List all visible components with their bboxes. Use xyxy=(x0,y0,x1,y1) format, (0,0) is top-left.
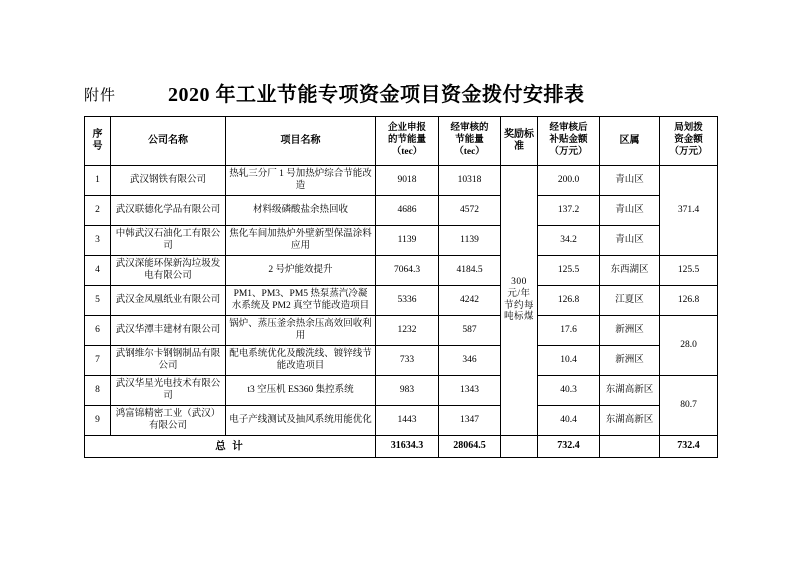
page-title: 2020 年工业节能专项资金项目资金拨付安排表 xyxy=(168,84,585,106)
cell-district: 东湖高新区 xyxy=(600,376,660,406)
cell-subsidy: 40.4 xyxy=(538,406,600,436)
cell-verified: 1347 xyxy=(439,406,501,436)
cell-project: 电子产线测试及抽风系统用能优化 xyxy=(226,406,376,436)
cell-declared: 4686 xyxy=(376,196,439,226)
cell-verified: 4184.5 xyxy=(439,256,501,286)
cell-district: 青山区 xyxy=(600,196,660,226)
header-declared-savings xyxy=(376,117,439,166)
cell-declared: 1443 xyxy=(376,406,439,436)
header-index xyxy=(85,117,111,166)
header-verified-line2: 节能量 xyxy=(455,135,484,146)
cell-company: 武汉钢铁有限公司 xyxy=(111,166,226,196)
cell-subsidy: 126.8 xyxy=(538,286,600,316)
cell-verified: 1139 xyxy=(439,226,501,256)
cell-subsidy: 10.4 xyxy=(538,346,600,376)
cell-verified: 346 xyxy=(439,346,501,376)
header-allocated-line1: 局划拨 xyxy=(674,123,703,134)
funding-allocation-table xyxy=(84,116,718,458)
header-district: 区属 xyxy=(600,117,660,166)
cell-district: 青山区 xyxy=(600,226,660,256)
cell-project: t3 空压机 ES360 集控系统 xyxy=(226,376,376,406)
table-row xyxy=(85,286,718,316)
cell-company: 鸿富锦精密工业（武汉）有限公司 xyxy=(111,406,226,436)
cell-project: 配电系统优化及酸洗线、镀锌线节能改造项目 xyxy=(226,346,376,376)
cell-reward-standard: 300 元/年节约每吨标煤 xyxy=(501,166,538,436)
table-row xyxy=(85,406,718,436)
cell-allocated-jiangxia: 126.8 xyxy=(660,286,718,316)
header-verified-line3: （tec） xyxy=(454,146,485,157)
attachment-label: 附件 xyxy=(84,88,117,104)
cell-company: 武钢维尔卡钢钢制品有限公司 xyxy=(111,346,226,376)
table-total-row xyxy=(85,436,718,458)
cell-district: 新洲区 xyxy=(600,346,660,376)
total-declared: 31634.3 xyxy=(376,436,439,458)
cell-project: 材料级磷酸盐余热回收 xyxy=(226,196,376,226)
table-row xyxy=(85,196,718,226)
header-verified-line1: 经审核的 xyxy=(450,123,489,134)
cell-declared: 733 xyxy=(376,346,439,376)
cell-district: 新洲区 xyxy=(600,316,660,346)
cell-index: 9 xyxy=(85,406,111,436)
cell-declared: 5336 xyxy=(376,286,439,316)
table-row xyxy=(85,346,718,376)
cell-subsidy: 40.3 xyxy=(538,376,600,406)
cell-subsidy: 125.5 xyxy=(538,256,600,286)
header-allocated-line2: 资金额 xyxy=(674,135,703,146)
cell-declared: 983 xyxy=(376,376,439,406)
cell-index: 2 xyxy=(85,196,111,226)
cell-allocated-qingshan: 371.4 xyxy=(660,166,718,256)
table-row xyxy=(85,256,718,286)
header-declared-line1: 企业申报 xyxy=(387,123,426,134)
total-label: 总 计 xyxy=(85,436,376,458)
cell-index: 7 xyxy=(85,346,111,376)
table-row xyxy=(85,166,718,196)
cell-district: 东湖高新区 xyxy=(600,406,660,436)
cell-declared: 1232 xyxy=(376,316,439,346)
cell-subsidy: 34.2 xyxy=(538,226,600,256)
cell-verified: 587 xyxy=(439,316,501,346)
total-district-blank xyxy=(600,436,660,458)
header-index-label: 序号 xyxy=(92,128,103,152)
cell-verified: 10318 xyxy=(439,166,501,196)
table-row xyxy=(85,226,718,256)
cell-project: 焦化车间加热炉外壁新型保温涂料应用 xyxy=(226,226,376,256)
cell-project: 锅炉、蒸压釜余热余压高效回收利用 xyxy=(226,316,376,346)
cell-project: PM1、PM3、PM5 热泵蒸汽冷凝水系统及 PM2 真空节能改造项目 xyxy=(226,286,376,316)
header-declared-line2: 的节能量 xyxy=(387,135,426,146)
cell-index: 6 xyxy=(85,316,111,346)
header-declared-line3: （tec） xyxy=(391,146,423,157)
header-verified-savings xyxy=(439,117,501,166)
cell-declared: 7064.3 xyxy=(376,256,439,286)
cell-company: 武汉华潭丰建材有限公司 xyxy=(111,316,226,346)
cell-company: 武汉深能环保新沟垃圾发电有限公司 xyxy=(111,256,226,286)
header-subsidy-line1: 经审核后 xyxy=(549,123,588,134)
cell-company: 中韩武汉石油化工有限公司 xyxy=(111,226,226,256)
cell-index: 3 xyxy=(85,226,111,256)
header-allocated-line3: （万元） xyxy=(669,146,708,157)
total-standard-blank xyxy=(501,436,538,458)
table-header-row xyxy=(85,117,718,166)
cell-district: 东西湖区 xyxy=(600,256,660,286)
cell-company: 武汉金凤凰纸业有限公司 xyxy=(111,286,226,316)
header-subsidy-amount xyxy=(538,117,600,166)
cell-project: 热轧三分厂 1 号加热炉综合节能改造 xyxy=(226,166,376,196)
total-verified: 28064.5 xyxy=(439,436,501,458)
cell-index: 8 xyxy=(85,376,111,406)
header-reward-standard xyxy=(501,117,538,166)
cell-company: 武汉联德化学品有限公司 xyxy=(111,196,226,226)
header-reward-standard-label: 奖励标准 xyxy=(504,128,534,152)
table-row xyxy=(85,376,718,406)
cell-district: 青山区 xyxy=(600,166,660,196)
header-subsidy-line3: （万元） xyxy=(549,146,588,157)
cell-declared: 1139 xyxy=(376,226,439,256)
header-allocated-amount xyxy=(660,117,718,166)
cell-district: 江夏区 xyxy=(600,286,660,316)
header-project: 项目名称 xyxy=(226,117,376,166)
cell-index: 5 xyxy=(85,286,111,316)
cell-project: 2 号炉能效提升 xyxy=(226,256,376,286)
cell-allocated-xinzhou: 28.0 xyxy=(660,316,718,376)
cell-verified: 1343 xyxy=(439,376,501,406)
cell-allocated-donghu: 80.7 xyxy=(660,376,718,436)
cell-company: 武汉华星光电技术有限公司 xyxy=(111,376,226,406)
total-subsidy: 732.4 xyxy=(538,436,600,458)
cell-index: 4 xyxy=(85,256,111,286)
cell-allocated-dongxihu: 125.5 xyxy=(660,256,718,286)
cell-subsidy: 17.6 xyxy=(538,316,600,346)
table-row xyxy=(85,316,718,346)
cell-declared: 9018 xyxy=(376,166,439,196)
cell-index: 1 xyxy=(85,166,111,196)
cell-verified: 4572 xyxy=(439,196,501,226)
cell-subsidy: 200.0 xyxy=(538,166,600,196)
cell-verified: 4242 xyxy=(439,286,501,316)
cell-subsidy: 137.2 xyxy=(538,196,600,226)
header-company: 公司名称 xyxy=(111,117,226,166)
header-subsidy-line2: 补贴金额 xyxy=(549,135,588,146)
total-allocated: 732.4 xyxy=(660,436,718,458)
